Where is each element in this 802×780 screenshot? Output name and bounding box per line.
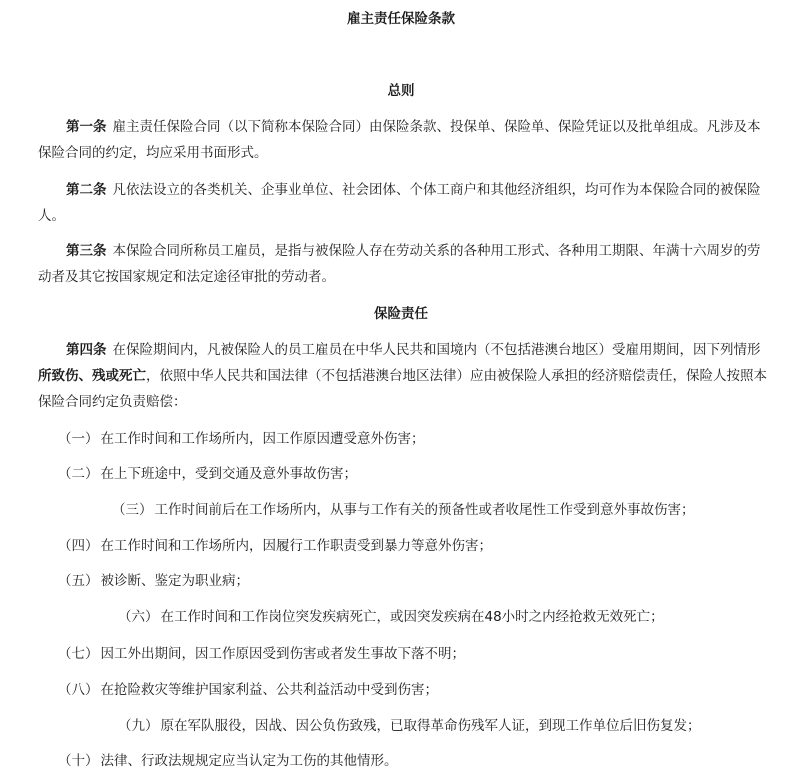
item-text: 在上下班途中，受到交通及意外事故伤害； bbox=[100, 466, 357, 482]
list-item bbox=[58, 681, 438, 699]
article-text: 凡依法设立的各类机关、企事业单位、社会团体、个体工商户和其他经济组织，均可作为本保险合同的被保险人。 bbox=[38, 182, 761, 224]
item-text: 原在军队服役，因战、因公负伤致残，已取得革命伤残军人证，到现工作单位后旧伤复发； bbox=[160, 718, 701, 734]
list-item bbox=[58, 752, 398, 770]
item-text: 在工作时间和工作场所内，因工作原因遭受意外伤害； bbox=[100, 431, 425, 447]
item-number: （二） bbox=[58, 466, 99, 482]
list-item bbox=[58, 537, 492, 555]
item-text: 工作时间前后在工作场所内，从事与工作有关的预备性或者收尾性工作受到意外事故伤害； bbox=[154, 502, 695, 518]
item-text: 在工作时间和工作岗位突发疾病死亡，或因突发疾病在48小时之内经抢救无效死亡； bbox=[160, 609, 664, 625]
item-number: （一） bbox=[58, 431, 99, 447]
item-number: （三） bbox=[112, 502, 153, 518]
item-text: 在抢险救灾等维护国家利益、公共利益活动中受到伤害； bbox=[100, 682, 438, 698]
item-text: 因工外出期间，因工作原因受到伤害或者发生事故下落不明； bbox=[100, 646, 465, 662]
article-label: 第一条 bbox=[66, 119, 107, 135]
article-label: 第二条 bbox=[66, 182, 107, 198]
item-number: （十） bbox=[58, 753, 99, 769]
item-text: 法律、行政法规规定应当认定为工伤的其他情形。 bbox=[100, 753, 398, 769]
article-text: 本保险合同所称员工雇员，是指与被保险人存在劳动关系的各种用工形式、各种用工期限、年满十六周岁的劳动者及其它按国家规定和法定途径审批的劳动者。 bbox=[38, 243, 761, 285]
article-4 bbox=[38, 337, 768, 415]
list-item bbox=[112, 501, 695, 519]
list-item bbox=[58, 572, 249, 590]
item-number: （五） bbox=[58, 573, 99, 589]
list-item bbox=[118, 717, 701, 735]
article-2 bbox=[38, 177, 768, 229]
item-number: （八） bbox=[58, 682, 99, 698]
list-item bbox=[58, 430, 425, 448]
article-3 bbox=[38, 238, 768, 290]
article-text: ，依照中华人民共和国法律（不包括港澳台地区法律）应由被保险人承担的经济赔偿责任，保险人按照本保险合同约定负责赔偿： bbox=[38, 368, 767, 410]
item-number: （九） bbox=[118, 718, 159, 734]
list-item bbox=[58, 465, 357, 483]
item-text: 被诊断、鉴定为职业病； bbox=[100, 573, 249, 589]
list-item bbox=[118, 608, 664, 626]
article-label: 第四条 bbox=[66, 342, 107, 358]
item-number: （六） bbox=[118, 609, 159, 625]
article-text: 雇主责任保险合同（以下简称本保险合同）由保险条款、投保单、保险单、保险凭证以及批单组成。凡涉及本保险合同的约定，均应采用书面形式。 bbox=[38, 119, 761, 161]
article-label: 第三条 bbox=[66, 243, 107, 259]
item-number: （七） bbox=[58, 646, 99, 662]
section-heading-liability: 保险责任 bbox=[374, 306, 428, 322]
article-text-emphasis: 所致伤、残或死亡 bbox=[38, 368, 146, 384]
section-heading-general: 总则 bbox=[387, 83, 415, 99]
list-item bbox=[58, 645, 465, 663]
item-text: 在工作时间和工作场所内，因履行工作职责受到暴力等意外伤害； bbox=[100, 538, 492, 554]
item-number: （四） bbox=[58, 538, 99, 554]
article-text: 在保险期间内，凡被保险人的员工雇员在中华人民共和国境内（不包括港澳台地区）受雇用期间，因下列情形 bbox=[112, 342, 761, 358]
article-1 bbox=[38, 114, 768, 166]
document-title: 雇主责任保险条款 bbox=[347, 11, 455, 27]
